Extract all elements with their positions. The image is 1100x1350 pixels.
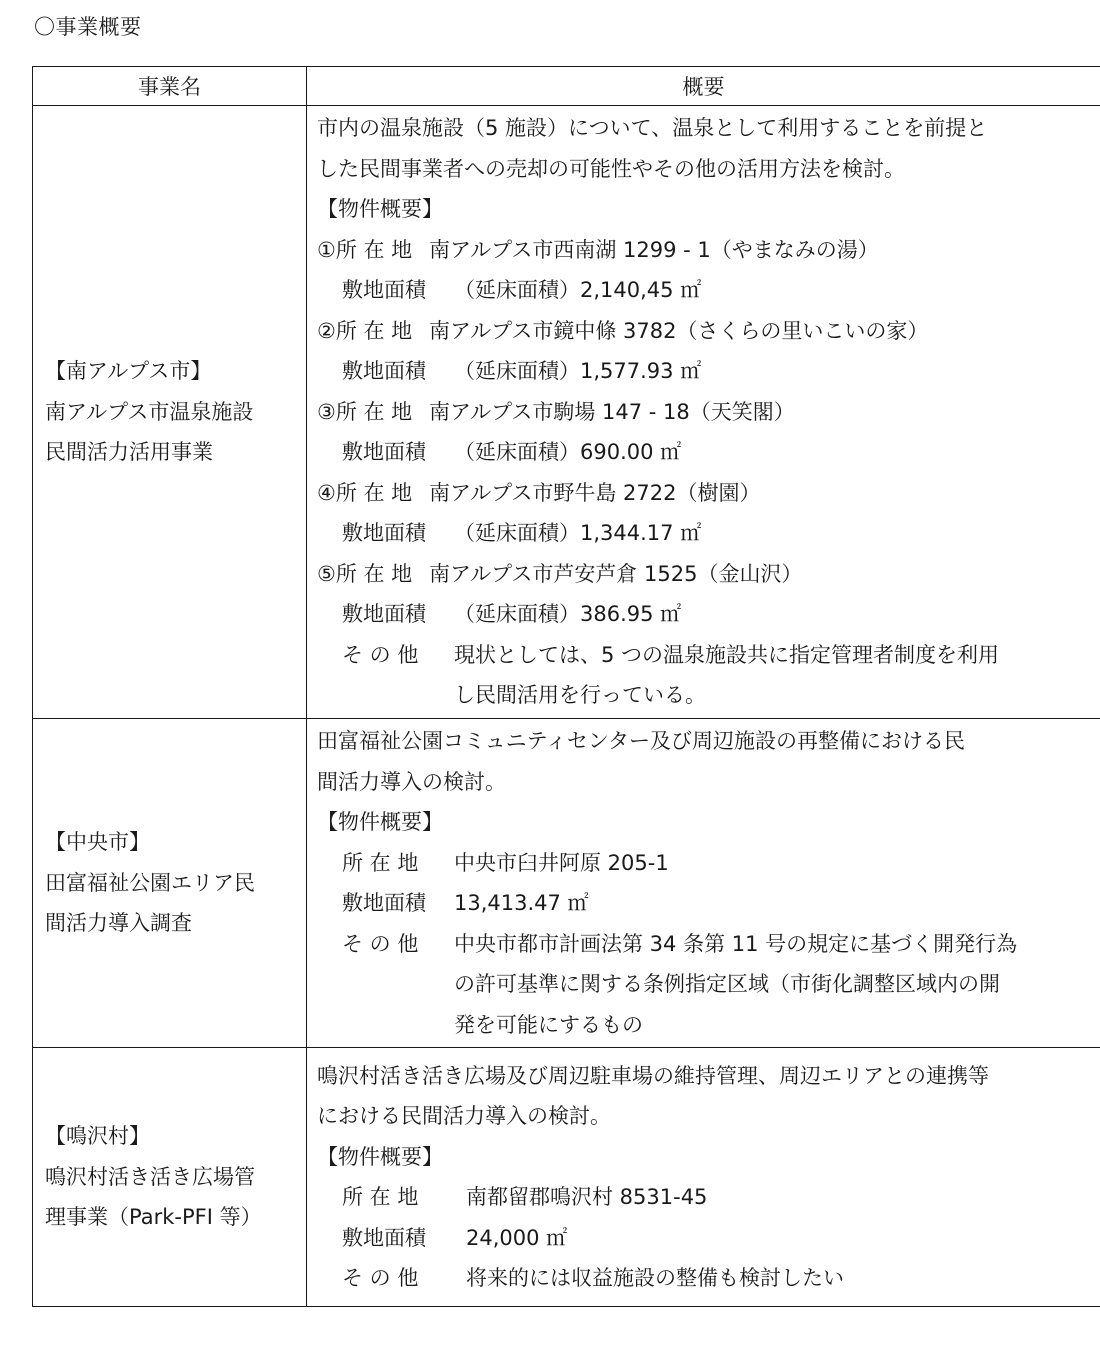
business-name-line: 南アルプス市温泉施設 [45, 399, 254, 424]
intro-line: における民間活力導入の検討。 [317, 1104, 611, 1128]
business-name-cell [33, 1048, 307, 1307]
property-location [317, 230, 1092, 271]
business-name-line: 田富福祉公園エリア民 [45, 870, 255, 895]
other-value: 将来的には収益施設の整備も検討したい [466, 1266, 844, 1290]
location-value: 南アルプス市野牛島 2722（樹園） [429, 480, 761, 505]
property-area [317, 513, 1092, 554]
property-area [317, 432, 1092, 473]
section-label: 【物件概要】 [317, 197, 443, 222]
area-value: （延床面積）690.00 ㎡ [454, 440, 682, 465]
business-name-cell [33, 106, 307, 719]
table-row-narusawa [33, 1048, 1100, 1307]
area-value: 13,413.47 ㎡ [454, 891, 589, 915]
other-value: 中央市都市計画法第 34 条第 11 号の規定に基づく開発行為 [454, 931, 1018, 956]
table-header-row [33, 67, 1100, 106]
intro-line: 間活力導入の検討。 [317, 769, 506, 794]
area-value: 24,000 ㎡ [466, 1225, 568, 1250]
property-area [317, 1218, 1092, 1259]
other-value-continued: 発を可能にするもの [454, 1012, 643, 1037]
location-label: ④所 在 地 [317, 480, 413, 505]
business-name-line: 間活力導入調査 [45, 911, 192, 936]
business-overview-table [32, 66, 1100, 1307]
location-label: ③所 在 地 [317, 399, 413, 424]
intro-line: 市内の温泉施設（5 施設）について、温泉として利用することを前提と [317, 116, 988, 141]
location-label: ①所 在 地 [317, 237, 413, 262]
property-other [317, 924, 1092, 965]
business-name-line: 【中央市】 [45, 830, 150, 855]
other-value-continued: の許可基準に関する条例指定区域（市街化調整区域内の開 [454, 972, 1000, 996]
overview-cell [307, 1048, 1100, 1307]
area-label: 敷地面積 [342, 1225, 426, 1250]
property-area [317, 594, 1092, 635]
area-label: 敷地面積 [342, 440, 426, 465]
property-location [317, 1177, 1092, 1218]
property-area [317, 351, 1092, 392]
property-location [317, 392, 1092, 433]
business-name-line: 理事業（Park-PFI 等） [45, 1205, 262, 1230]
location-label: 所 在 地 [342, 850, 419, 875]
area-label: 敷地面積 [342, 891, 426, 915]
location-value: 南アルプス市西南湖 1299 - 1（やまなみの湯） [429, 237, 879, 262]
other-value: 現状としては、5 つの温泉施設共に指定管理者制度を利用 [454, 642, 1000, 667]
property-area [317, 270, 1092, 311]
business-name-line: 民間活力活用事業 [45, 440, 213, 465]
area-value: （延床面積）386.95 ㎡ [454, 602, 682, 627]
property-location [317, 311, 1092, 352]
other-label: そ の 他 [342, 1266, 419, 1290]
location-value: 南都留郡鳴沢村 8531-45 [466, 1185, 708, 1209]
overview-cell [307, 106, 1100, 719]
area-value: （延床面積）1,344.17 ㎡ [454, 521, 702, 546]
property-location [317, 554, 1092, 595]
location-label: ⑤所 在 地 [317, 561, 413, 586]
intro-line: した民間事業者への売却の可能性やその他の活用方法を検討。 [317, 156, 905, 181]
property-other [317, 635, 1092, 676]
area-value: （延床面積）1,577.93 ㎡ [454, 359, 702, 384]
other-value-continued: し民間活用を行っている。 [454, 683, 706, 708]
area-label: 敷地面積 [342, 521, 426, 546]
location-value: 南アルプス市芦安芦倉 1525（金山沢） [429, 561, 803, 586]
property-location [317, 473, 1092, 514]
property-area [317, 883, 1092, 924]
area-label: 敷地面積 [342, 359, 426, 384]
page-title: 〇事業概要 [34, 15, 142, 39]
intro-line: 鳴沢村活き活き広場及び周辺駐車場の維持管理、周辺エリアとの連携等 [317, 1063, 989, 1088]
intro-line: 田富福祉公園コミュニティセンター及び周辺施設の再整備における民 [317, 729, 966, 753]
property-location [317, 843, 1092, 884]
business-name-line: 【鳴沢村】 [45, 1124, 150, 1149]
business-name-line: 鳴沢村活き活き広場管 [45, 1164, 255, 1189]
area-label: 敷地面積 [342, 602, 426, 627]
location-value: 南アルプス市駒場 147 - 18（天笑閣） [429, 399, 795, 424]
section-label: 【物件概要】 [317, 810, 443, 834]
header-business-name: 事業名 [33, 67, 307, 106]
overview-cell [307, 719, 1100, 1048]
other-label: そ の 他 [342, 931, 419, 956]
other-label: そ の 他 [342, 642, 419, 667]
area-value: （延床面積）2,140,45 ㎡ [454, 278, 702, 303]
location-label: 所 在 地 [342, 1185, 419, 1209]
area-label: 敷地面積 [342, 278, 426, 303]
property-other [317, 1258, 1092, 1299]
business-name-cell [33, 719, 307, 1048]
section-label: 【物件概要】 [317, 1144, 443, 1169]
business-name-line: 【南アルプス市】 [45, 359, 212, 384]
location-value: 中央市臼井阿原 205-1 [454, 850, 669, 875]
table-row-minami-alps [33, 106, 1100, 719]
location-label: ②所 在 地 [317, 318, 413, 343]
table-row-chuo [33, 719, 1100, 1048]
location-value: 南アルプス市鏡中條 3782（さくらの里いこいの家） [429, 318, 929, 343]
header-overview: 概要 [307, 67, 1100, 106]
